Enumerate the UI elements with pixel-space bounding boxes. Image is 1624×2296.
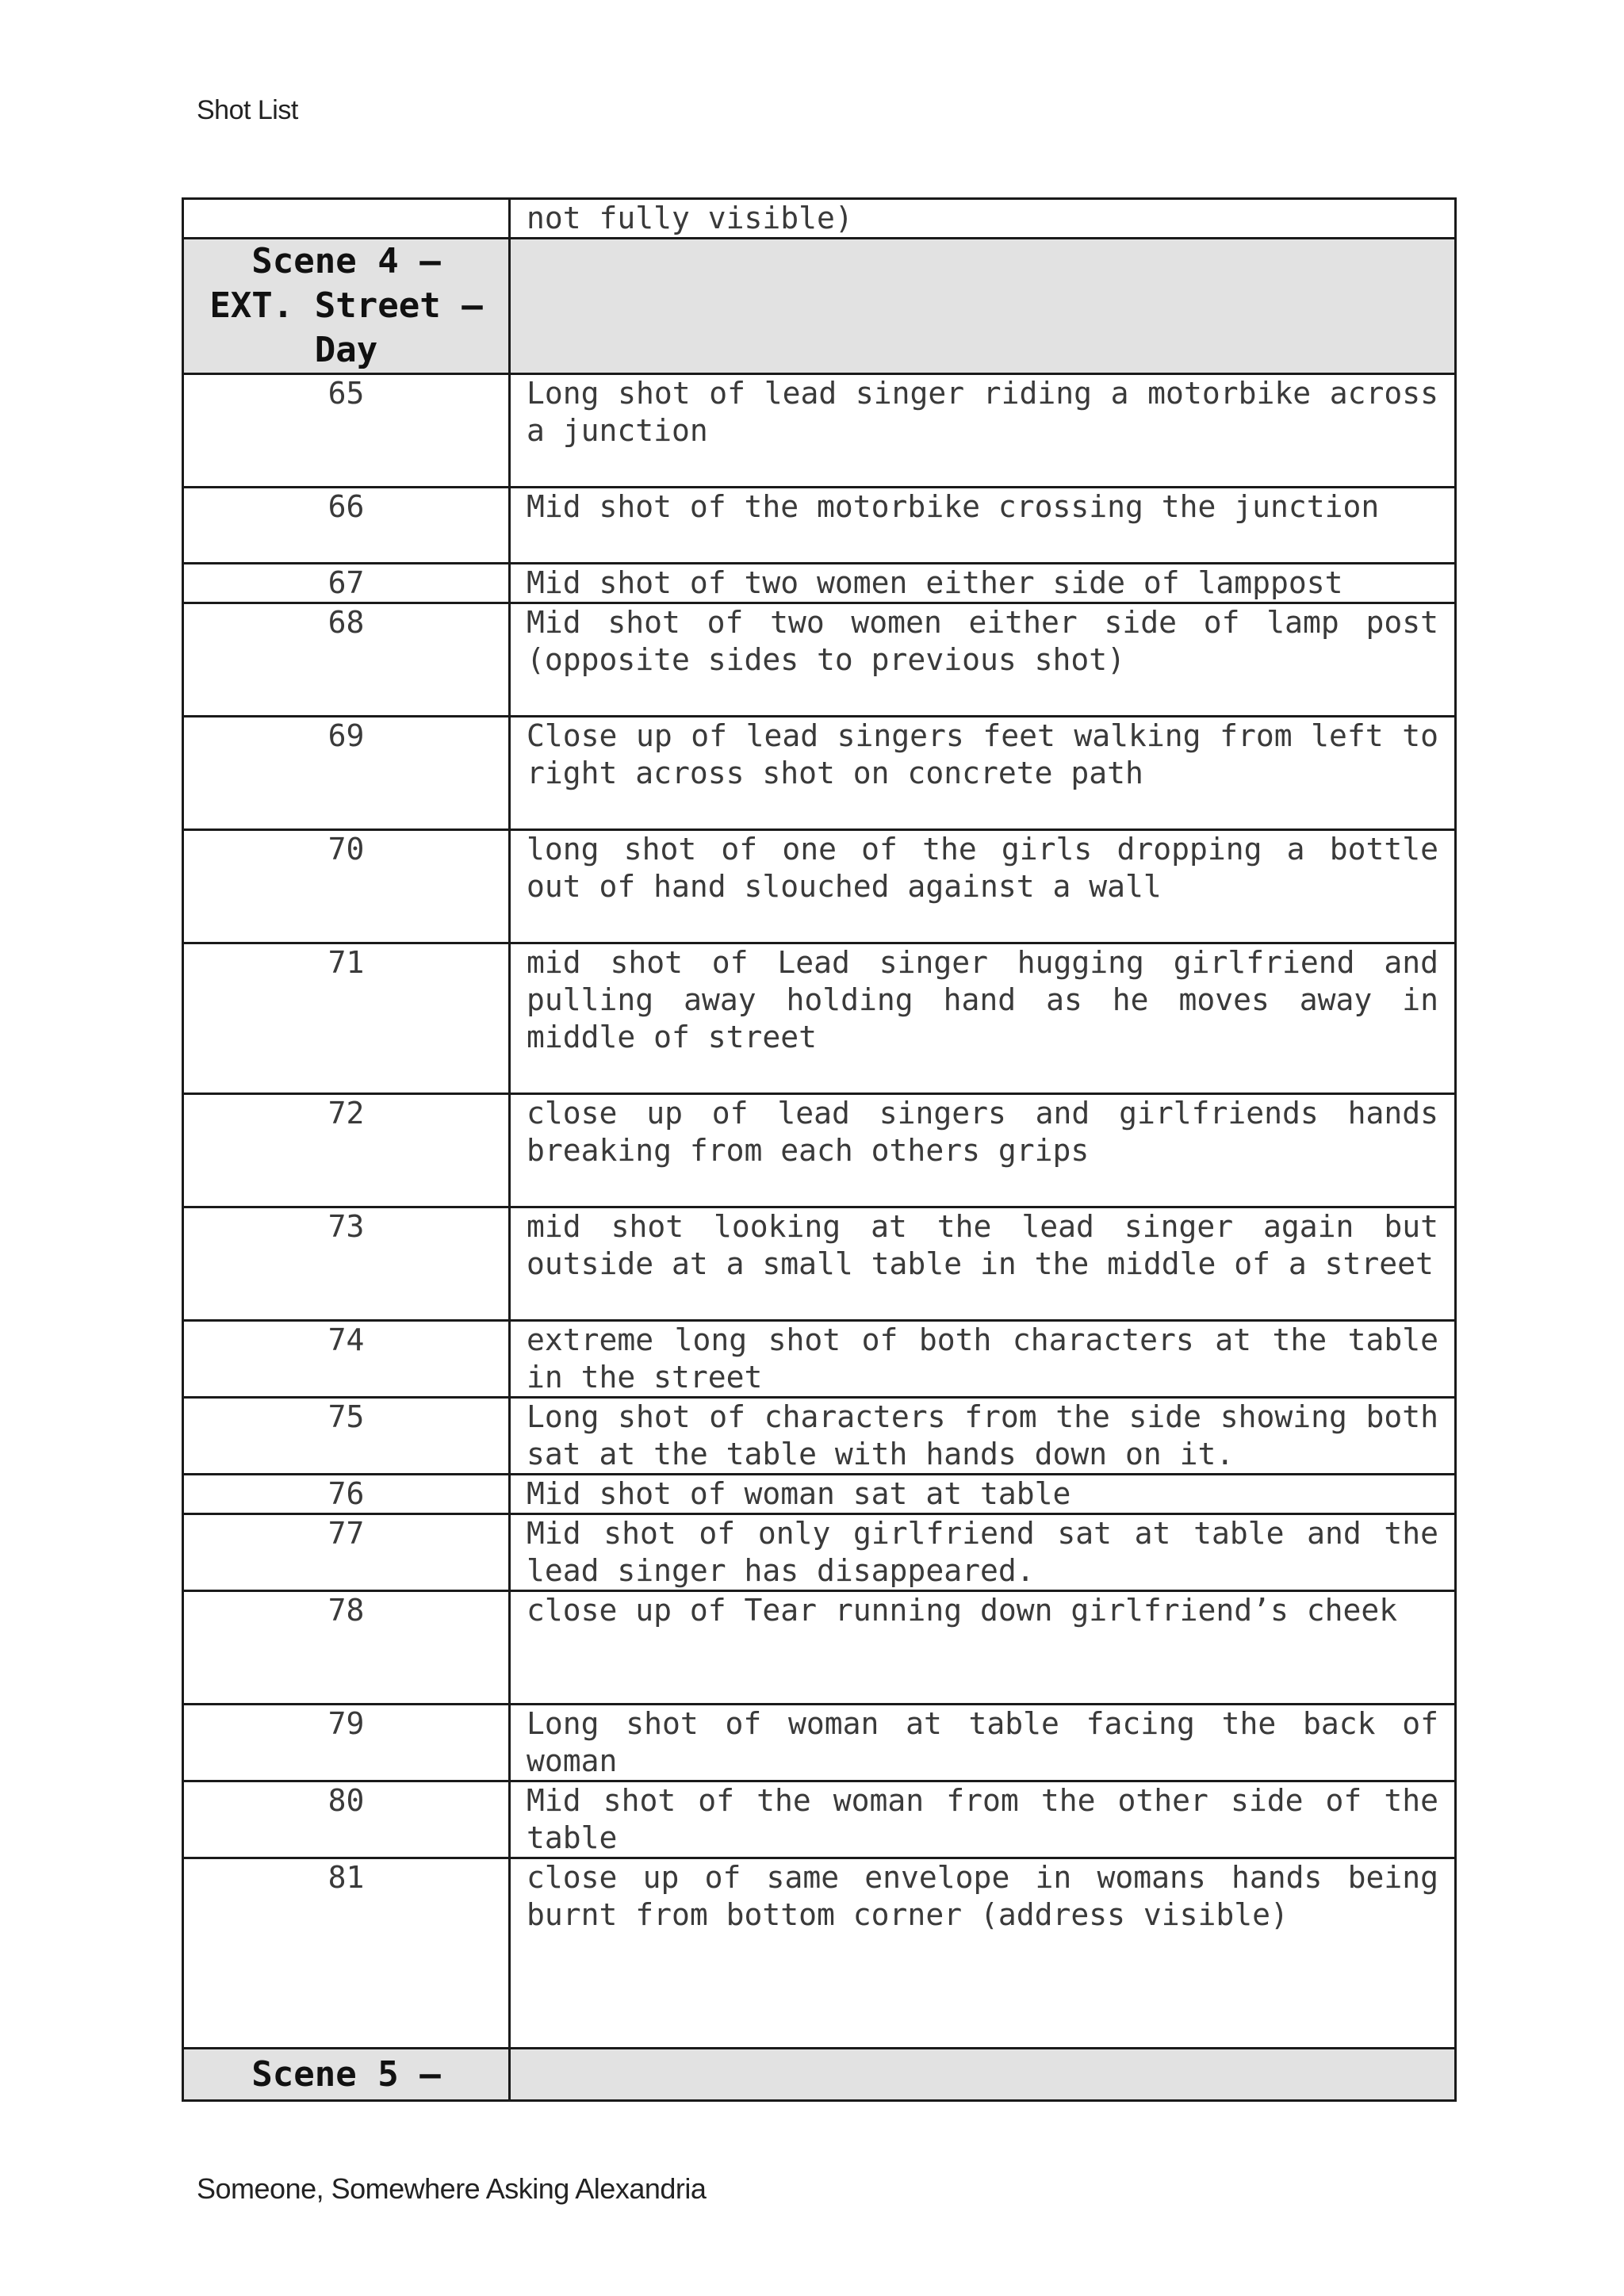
table-row — [183, 1705, 1456, 1781]
shot-number: 66 — [183, 488, 510, 564]
shot-number: 69 — [183, 717, 510, 830]
table-row — [183, 1858, 1456, 2049]
shot-description-cell: not fully visible) — [510, 199, 1456, 239]
shot-description: close up of Tear running down girlfriend’s cheek — [510, 1591, 1456, 1705]
table-row — [183, 1321, 1456, 1398]
shot-description: Long shot of lead singer riding a motorbike across a junction — [510, 374, 1456, 488]
table-row — [183, 717, 1456, 830]
table-row — [183, 1094, 1456, 1207]
shot-number: 73 — [183, 1207, 510, 1321]
shot-description: Mid shot of only girlfriend sat at table and the lead singer has disappeared. — [510, 1514, 1456, 1591]
shot-description: Close up of lead singers feet walking from left to right across shot on concrete path — [510, 717, 1456, 830]
shot-number: 79 — [183, 1705, 510, 1781]
table-row — [183, 1475, 1456, 1514]
shot-number: 70 — [183, 830, 510, 943]
shot-description: long shot of one of the girls dropping a bottle out of hand slouched against a wall — [510, 830, 1456, 943]
scene-4-heading: Scene 4 – EXT. Street – Day — [183, 239, 510, 374]
shot-list-table — [182, 197, 1457, 2102]
shot-number: 68 — [183, 603, 510, 717]
shot-number: 65 — [183, 374, 510, 488]
shot-number: 80 — [183, 1781, 510, 1858]
shot-number: 71 — [183, 943, 510, 1094]
shot-description: Mid shot of the motorbike crossing the junction — [510, 488, 1456, 564]
shot-description: Mid shot of woman sat at table — [510, 1475, 1456, 1514]
shot-description: Long shot of woman at table facing the back of woman — [510, 1705, 1456, 1781]
shot-number: 76 — [183, 1475, 510, 1514]
scene-5-heading: Scene 5 – — [183, 2049, 510, 2101]
shot-number: 72 — [183, 1094, 510, 1207]
page-footer: Someone, Somewhere Asking Alexandria — [197, 2172, 707, 2205]
shot-number-cell — [183, 199, 510, 239]
shot-description: Mid shot of two women either side of lamppost — [510, 564, 1456, 603]
table-row — [183, 1514, 1456, 1591]
table-row — [183, 564, 1456, 603]
shot-description: extreme long shot of both characters at the table in the street — [510, 1321, 1456, 1398]
shot-description: Mid shot of the woman from the other side of the table — [510, 1781, 1456, 1858]
table-row — [183, 1781, 1456, 1858]
shot-description: Mid shot of two women either side of lamp post (opposite sides to previous shot) — [510, 603, 1456, 717]
shot-description: close up of lead singers and girlfriends hands breaking from each others grips — [510, 1094, 1456, 1207]
table-row — [183, 943, 1456, 1094]
shot-number: 74 — [183, 1321, 510, 1398]
table-row-continuation — [183, 199, 1456, 239]
table-row — [183, 374, 1456, 488]
scene-heading-blank-cell — [510, 239, 1456, 374]
shot-number: 77 — [183, 1514, 510, 1591]
table-row — [183, 603, 1456, 717]
page-header: Shot List — [197, 95, 298, 125]
table-row — [183, 1591, 1456, 1705]
table-row — [183, 488, 1456, 564]
shot-description: close up of same envelope in womans hands being burnt from bottom corner (address visible) — [510, 1858, 1456, 2049]
shot-number: 78 — [183, 1591, 510, 1705]
scene-heading-row — [183, 239, 1456, 374]
shot-description: Long shot of characters from the side showing both sat at the table with hands down on it. — [510, 1398, 1456, 1475]
table-row — [183, 1207, 1456, 1321]
shot-number: 75 — [183, 1398, 510, 1475]
scene-heading-row — [183, 2049, 1456, 2101]
table-row — [183, 1398, 1456, 1475]
shot-number: 81 — [183, 1858, 510, 2049]
shot-description: mid shot of Lead singer hugging girlfriend and pulling away holding hand as he moves away in middle of street — [510, 943, 1456, 1094]
table-row — [183, 830, 1456, 943]
scene-heading-blank-cell — [510, 2049, 1456, 2101]
shot-number: 67 — [183, 564, 510, 603]
shot-description: mid shot looking at the lead singer again but outside at a small table in the middle of a street — [510, 1207, 1456, 1321]
